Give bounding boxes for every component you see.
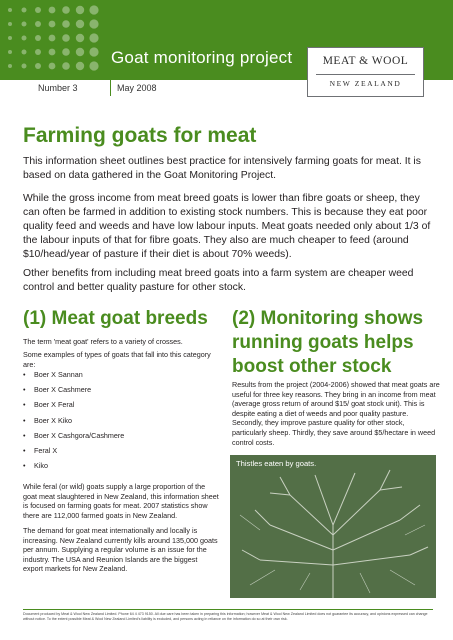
page-title: Farming goats for meat xyxy=(23,124,257,147)
intro-paragraph-2: While the gross income from meat breed goats is lower than fibre goats or sheep, they can often be farmed in addition to existing stock numbers. This is because they eat poor quality feed and weeds and have low labour inputs. Meat goats needed only about 1/3 of the labour inputs of that for fibre goats. They also are much cheaper to feed (around $10/head/year of pasture if their diet is about 70% weeds). xyxy=(23,193,431,260)
thistle-photo xyxy=(230,455,436,598)
intro-paragraph-1: This information sheet outlines best practice for intensively farming goats for meat. It is based on data gathered in the Goat Monitoring Project. xyxy=(23,156,421,181)
footer-divider xyxy=(23,609,433,610)
issue-number: Number 3 xyxy=(38,83,78,93)
breeds-paragraph-4: The demand for goat meat internationally and locally is increasing. New Zealand currently kills around 135,000 goats per annum. Supplying a regular volume is an issue for the industry. The USA and Reunion Islands are the biggest export markets for New Zealand. xyxy=(23,526,218,574)
breeds-paragraph-1: The term 'meat goat' refers to a variety of crosses. xyxy=(23,337,183,346)
list-item: • Feral X xyxy=(23,446,219,461)
project-title: Goat monitoring project xyxy=(111,48,293,67)
list-item: • Boer X Kiko xyxy=(23,416,219,431)
breeds-paragraph-2: Some examples of types of goats that fall into this category are: xyxy=(23,350,211,369)
section-heading-monitoring: (2) Monitoring shows running goats helps boost other stock xyxy=(232,308,424,377)
section-heading-meat-goat-breeds: (1) Meat goat breeds xyxy=(23,308,208,329)
list-item: • Boer X Cashgora/Cashmere xyxy=(23,431,219,446)
logo-wordmark-bottom: NEW ZEALAND xyxy=(329,79,402,88)
intro-paragraph-3: Other benefits from including meat breed goats into a farm system are cheaper weed control and better quality pasture for other stock. xyxy=(23,268,414,293)
issue-date: May 2008 xyxy=(117,83,157,93)
footer-disclaimer: Document produced by Meat & Wool New Zealand Limited. Phone 64 4 473 9150. All due care has been taken in preparing this information; however Meat & Wool New Zealand Limited does not guarantee its accuracy, and opinions expressed can change without notice. To the extent possible Meat & Wool New Zealand Limited's liability is excluded, and persons acting in reliance on the information do so at their own risk. xyxy=(23,612,428,621)
breed-list xyxy=(23,370,219,476)
monitoring-paragraph-1: Results from the project (2004-2006) showed that meat goats are useful for three key reasons. They bring in an income from meat (average gross return of around $15/ goat stock unit). This is despite eating a diet of weeds and poor quality pasture. Secondly, they improve pasture quality for other stock, particularly sheep. Thirdly, they save around $5/hectare in weed control costs. xyxy=(232,380,440,447)
list-item: • Boer X Cashmere xyxy=(23,385,219,400)
logo-divider xyxy=(316,74,415,75)
list-item: • Kiko xyxy=(23,461,219,476)
breeds-paragraph-3: While feral (or wild) goats supply a large proportion of the goat meat slaughtered in New Zealand, this information sheet is focused on farming goats for meat. 2007 statistics show there are 112,000 farmed goats in New Zealand. xyxy=(23,482,219,520)
meat-wool-logo xyxy=(307,47,424,97)
decorative-dot-pattern xyxy=(0,0,108,80)
list-item: • Boer X Feral xyxy=(23,400,219,415)
logo-wordmark-top: MEAT & WOOL xyxy=(322,55,409,67)
list-item: • Boer X Sannan xyxy=(23,370,219,385)
issue-divider xyxy=(110,80,111,96)
photo-caption: Thistles eaten by goats. xyxy=(236,459,317,468)
